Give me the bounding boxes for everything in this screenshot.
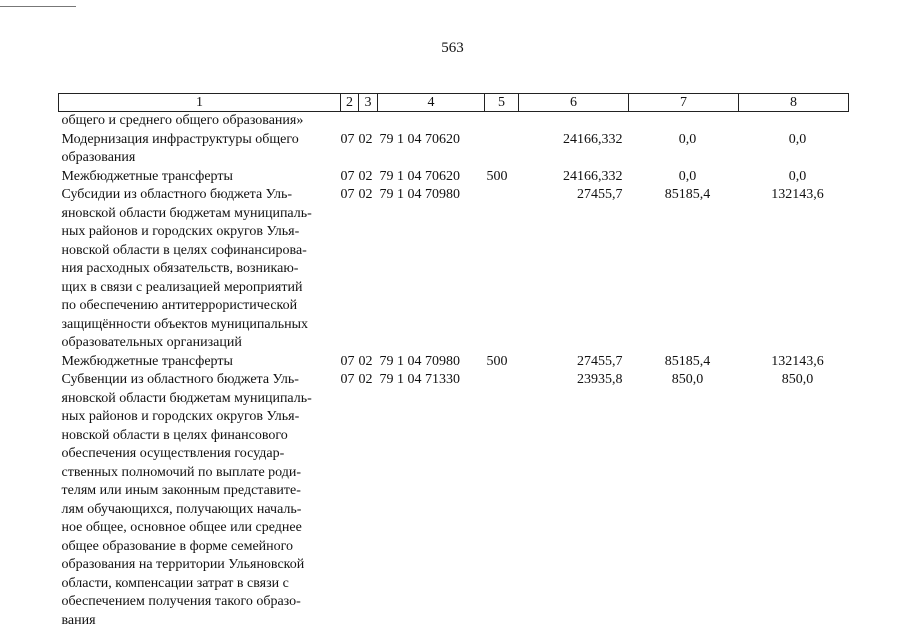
row-subsection-code: 02	[358, 353, 373, 369]
header-col-3: 3	[359, 94, 378, 112]
header-col-8: 8	[739, 94, 849, 112]
row-amount-col6	[519, 112, 629, 131]
table-row	[59, 186, 849, 353]
row-expense-type	[485, 131, 519, 168]
table-row	[59, 168, 849, 187]
row-amount-col7: 85185,4	[664, 353, 711, 369]
row-amount-col6: 27455,7	[577, 187, 623, 202]
row-description: Межбюджетные трансферты	[61, 353, 233, 369]
row-subsection-code: 02	[358, 187, 373, 202]
header-col-4: 4	[378, 94, 485, 112]
row-expense-type	[485, 112, 519, 131]
table-row	[59, 353, 849, 372]
row-description: Субсидии из областного бюджета Уль- яновской области бюджетам муниципаль- ных районов и городских округов Улья- новской области в целях софинансирова- ния расходных обязательств, возникаю- щих в связи с реализацией мероприятий по обеспечению антитеррористической защищённости объектов муниципальных образовательных организаций	[61, 187, 312, 350]
header-col-7: 7	[629, 94, 739, 112]
row-amount-col6: 24166,332	[563, 168, 623, 184]
row-section-code: 07	[340, 353, 355, 369]
row-section-code: 07	[340, 131, 355, 147]
row-amount-col6: 23935,8	[577, 372, 623, 387]
row-amount-col7	[629, 112, 739, 131]
row-amount-col7: 0,0	[678, 168, 697, 184]
scan-edge-mark	[0, 0, 76, 7]
row-section-code: 07	[340, 187, 355, 202]
row-amount-col7: 0,0	[678, 131, 697, 147]
row-section-code: 07	[340, 372, 355, 387]
table-header-row	[59, 94, 849, 112]
row-target-article: 79 1 04 70620	[379, 131, 460, 147]
row-amount-col7: 85185,4	[664, 187, 711, 202]
row-amount-col8: 132143,6	[771, 353, 824, 369]
row-amount-col8	[739, 112, 849, 131]
row-amount-col6: 27455,7	[577, 353, 623, 369]
row-subsection-code: 02	[358, 131, 373, 147]
row-amount-col8: 132143,6	[771, 187, 824, 202]
row-description: Субвенции из областного бюджета Уль- яновской области бюджетам муниципаль- ных районов и городских округов Улья- новской области в целях финансового обеспечения осуществления государ- ственных полномочий по выплате роди- телям или иным законным представите- лям обучающихся, получающих началь- ное общее, основное общее или среднее общее образование в форме семейного образования на территории Ульяновской области, компенсации затрат в связи с обеспечением получения такого образо- вания	[61, 372, 312, 628]
row-subsection-code: 02	[358, 372, 373, 387]
page-number: 563	[441, 40, 464, 56]
row-target-article: 79 1 04 71330	[379, 372, 460, 387]
row-target-article: 79 1 04 70620	[379, 168, 460, 184]
budget-table	[58, 93, 849, 630]
row-amount-col8: 850,0	[781, 372, 814, 387]
row-expense-type: 500	[486, 353, 508, 369]
row-subsection-code	[359, 112, 378, 131]
table-row	[59, 131, 849, 168]
header-col-5: 5	[485, 94, 519, 112]
row-target-article: 79 1 04 70980	[379, 353, 460, 369]
row-amount-col7: 850,0	[671, 372, 704, 387]
header-col-2: 2	[341, 94, 359, 112]
header-col-1: 1	[59, 94, 341, 112]
header-col-6: 6	[519, 94, 629, 112]
row-amount-col6: 24166,332	[563, 131, 623, 147]
row-target-article	[378, 112, 485, 131]
row-expense-type	[485, 371, 519, 630]
row-subsection-code: 02	[358, 168, 373, 184]
row-amount-col8: 0,0	[788, 168, 807, 184]
row-description: Межбюджетные трансферты	[61, 168, 233, 184]
row-expense-type	[485, 186, 519, 353]
table-row	[59, 371, 849, 630]
row-description: общего и среднего общего образования»	[61, 113, 304, 128]
row-target-article: 79 1 04 70980	[379, 187, 460, 202]
row-description: Модернизация инфраструктуры общего образования	[61, 131, 299, 165]
table-row	[59, 112, 849, 131]
row-section-code	[341, 112, 359, 131]
row-amount-col8: 0,0	[788, 131, 807, 147]
row-expense-type: 500	[486, 168, 508, 184]
row-section-code: 07	[340, 168, 355, 184]
